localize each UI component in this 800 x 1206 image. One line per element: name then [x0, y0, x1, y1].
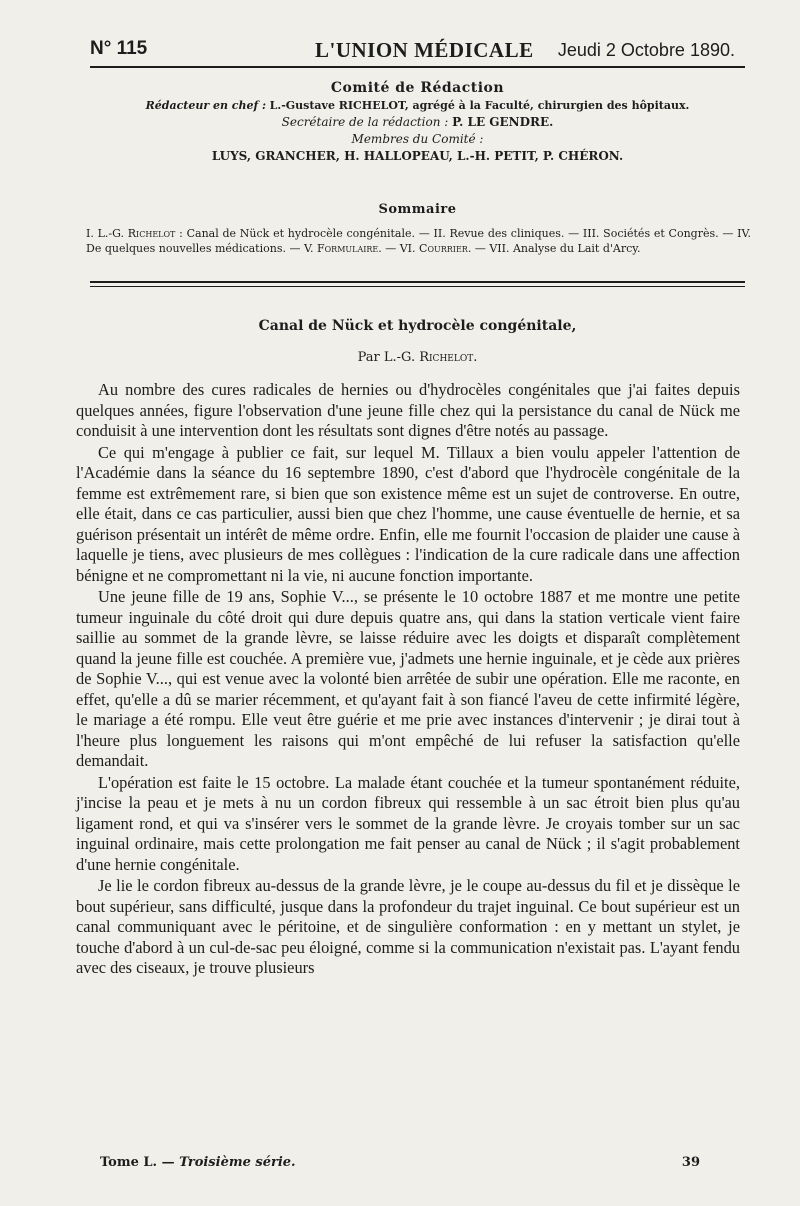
summary-part: : Canal de Nück et hydrocèle congénitale. — II. Revue des cliniques. — III. Sociétés et Congrès. — IV. De quelques nouvelles médications. — V.	[86, 227, 751, 255]
paragraph: Je lie le cordon fibreux au-dessus de la grande lèvre, je le coupe au-dessus du fil et je dissèque le bout supérieur, sans difficulté, jusque dans la profondeur du trajet inguinal. Ce bout supérieur est un canal communiquant avec le péritoine, et de singulière conformation : en y mettant un stylet, je touche d'abord à un cul-de-sac peu éloigné, comme si la communication n'existait pas. L'ayant fendu avec des ciseaux, je trouve plusieurs	[76, 876, 740, 977]
members-value: LUYS, GRANCHER, H. HALLOPEAU, L.-H. PETIT, P. CHÉRON.	[211, 149, 624, 163]
summary-part: . — VI.	[378, 242, 420, 255]
article-body	[76, 380, 740, 979]
summary-author: L.-G. Richelot	[97, 227, 176, 240]
issue-number: N° 115	[90, 38, 148, 59]
summary-rule	[90, 281, 745, 283]
summary-part: I.	[86, 227, 98, 240]
summary-courrier: Courrier	[419, 242, 468, 255]
journal-title: L'UNION MÉDICALE	[315, 38, 534, 62]
summary-rule-thin	[90, 286, 745, 287]
article-title: Canal de Nück et hydrocèle congénitale,	[258, 318, 577, 334]
secretary-label: Secrétaire de la rédaction :	[281, 115, 449, 129]
secretary-line	[90, 114, 745, 131]
summary-formulaire: Formulaire	[316, 242, 379, 255]
paragraph: L'opération est faite le 15 octobre. La malade étant couchée et la tumeur spontanément réduite, j'incise la peau et je mets à nu un cordon fibreux qui ressemble à un sac étroit bien plus qu'au ligament rond, et qui va s'insérer vers le sommet de la grande lèvre. Je croyais tomber sur un sac inguinal ordinaire, mais cette prolongation me fait penser au canal de Nück ; il s'agit probablement d'une hernie congénitale.	[76, 772, 740, 874]
page-header	[90, 38, 740, 66]
summary-text	[86, 226, 751, 256]
members-label-line	[90, 131, 745, 148]
header-rule	[90, 66, 745, 68]
series-label: Troisième série.	[179, 1155, 296, 1170]
article-author	[90, 350, 745, 365]
summary-part: . — VII. Analyse du Lait d'Arcy.	[467, 242, 641, 255]
secretary-value: P. LE GENDRE.	[452, 115, 554, 129]
committee-title: Comité de Rédaction	[330, 80, 505, 96]
author-name: L.-G. Richelot	[383, 350, 474, 365]
summary-title: Sommaire	[378, 202, 457, 217]
tome-line	[100, 1155, 296, 1170]
editorial-committee	[90, 80, 745, 165]
paragraph: Au nombre des cures radicales de hernies ou d'hydrocèles congénitales que j'ai faites depuis quelques années, figure l'observation d'une jeune fille chez qui la persistance du canal de Nück me conduisit à une intervention dont les résultats sont dignes d'être notés au passage.	[76, 380, 740, 440]
editor-in-chief-line	[90, 97, 745, 114]
editor-label: Rédacteur en chef :	[145, 99, 267, 112]
author-suffix: .	[473, 350, 478, 365]
editor-value: L.-Gustave RICHELOT, agrégé à la Faculté, chirurgien des hôpitaux.	[269, 99, 690, 112]
issue-date: Jeudi 2 Octobre 1890.	[557, 40, 735, 60]
author-prefix: Par	[357, 350, 384, 365]
tome-label: Tome L. —	[100, 1155, 180, 1170]
paragraph: Ce qui m'engage à publier ce fait, sur lequel M. Tillaux a bien voulu appeler l'attention de l'Académie dans la séance du 16 septembre 1890, c'est d'abord que l'hydrocèle congénitale de la femme est extrêmement rare, si bien que son existence même est un sujet de controverse. En outre, elle était, dans ce cas particulier, aussi bien que chez l'homme, une cause éventuelle de hernie, et sa guérison présentait un intérêt de même ordre. Enfin, elle me fournit l'occasion de plaider une cause à laquelle je tiens, avec plusieurs de mes collègues : l'indication de la cure radicale dans une affection bénigne et ne compromettant ni la vie, ni aucune fonction importante.	[76, 442, 740, 585]
page-number: 39	[681, 1155, 700, 1170]
paragraph: Une jeune fille de 19 ans, Sophie V..., se présente le 10 octobre 1887 et me montre une petite tumeur inguinale du côté droit qui dure depuis quatre ans, qui dans la station verticale vient faire saillie au sommet de la grande lèvre, se laisse réduire avec les doigts et disparaît complètement quand la jeune fille est couchée. A première vue, j'admets une hernie inguinale, et je cède aux prières de Sophie V..., qui est venue avec la volonté bien arrêtée de subir une opération. Elle me raconte, en effet, qu'elle a dû se marier récemment, et qu'ayant fait à son fiancé l'aveu de cette infirmité légère, le mariage a été rompu. Elle veut être guérie et me prie avec instances d'intervenir ; je dirai tout à l'heure plus longuement les raisons qui m'ont empêché de lui refuser la satisfaction qu'elle demandait.	[76, 587, 740, 770]
members-label: Membres du Comité :	[351, 132, 484, 146]
